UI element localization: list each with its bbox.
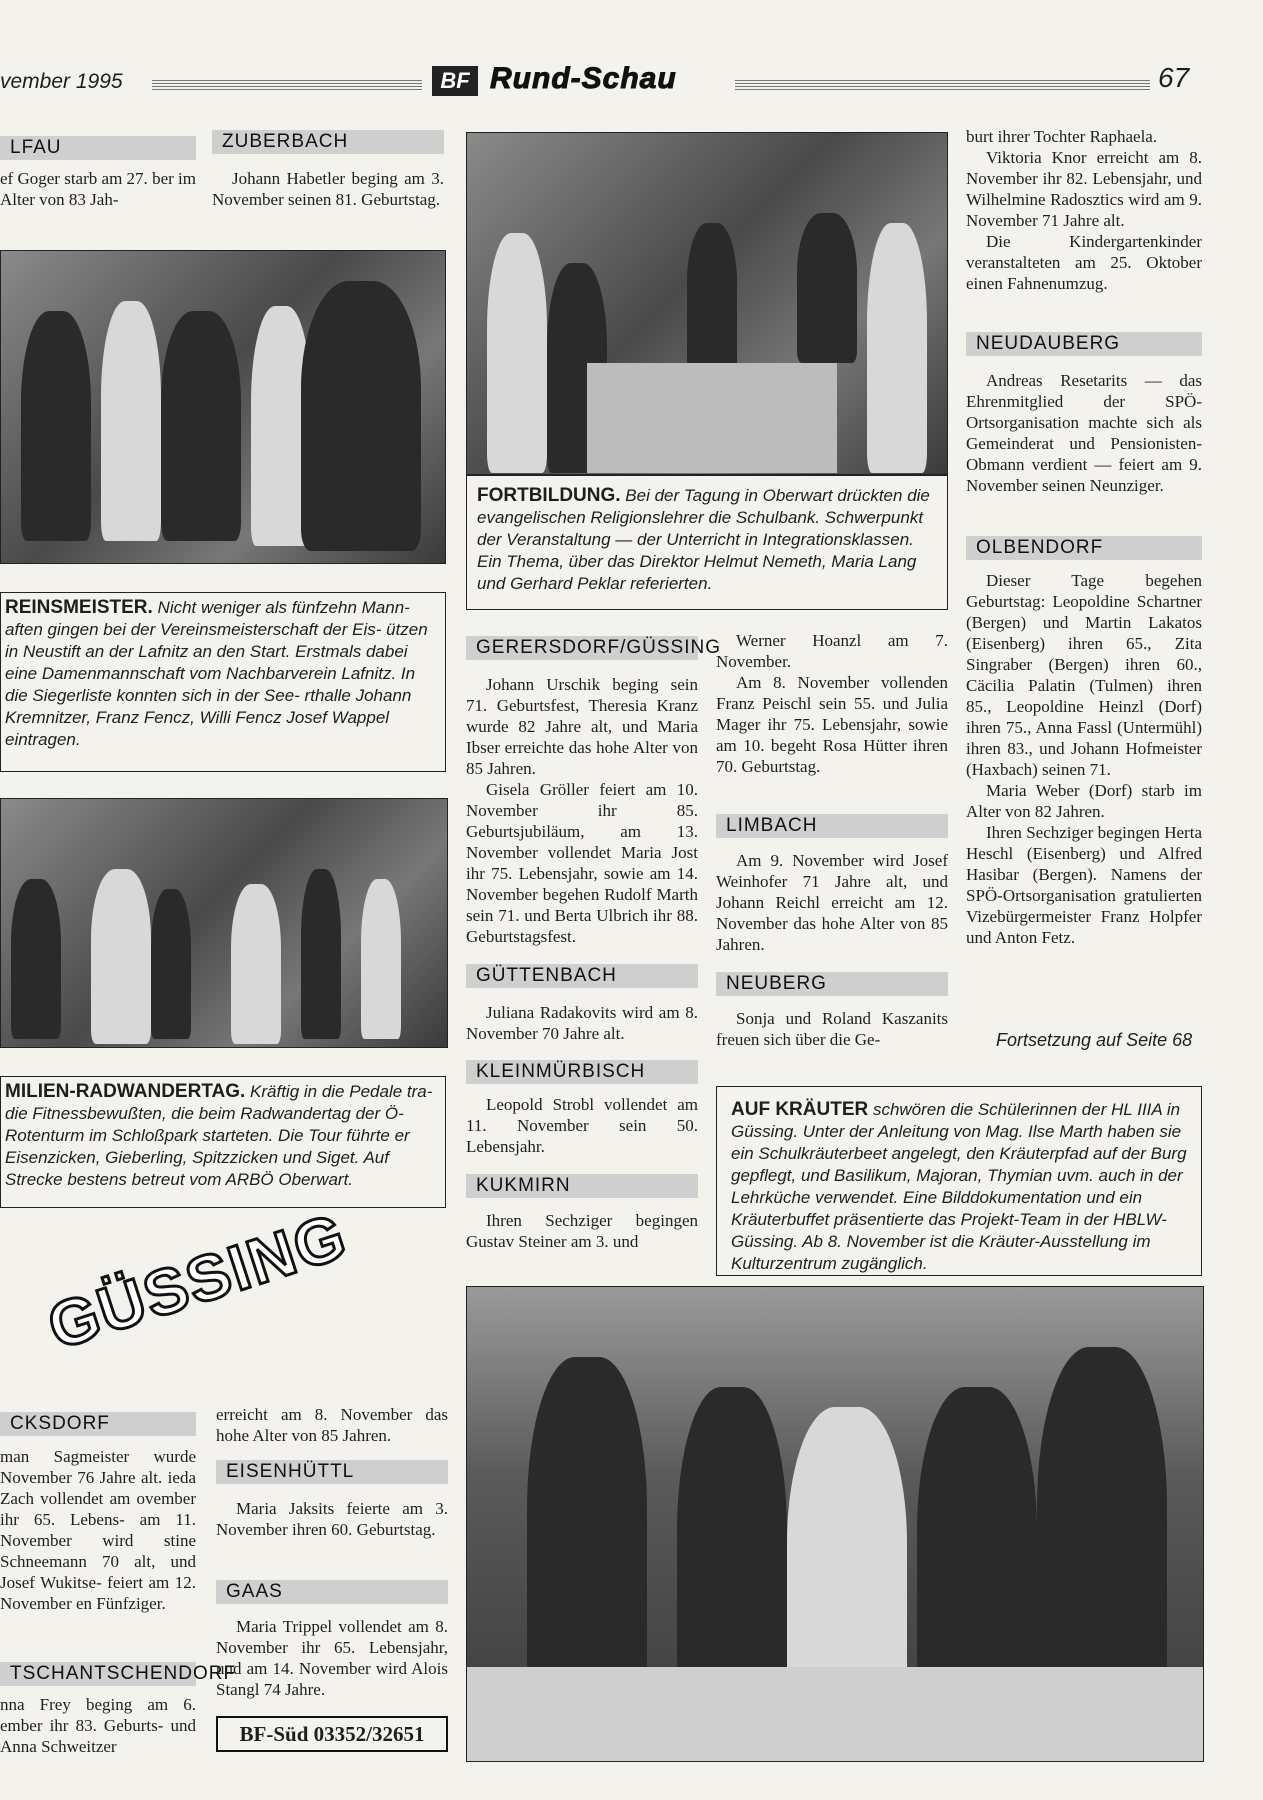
gussing-section-logo: GÜSSING xyxy=(39,1199,356,1364)
heading-limbach: LIMBACH xyxy=(716,814,948,838)
publication-logo: BF xyxy=(432,66,478,96)
continued-note: Fortsetzung auf Seite 68 xyxy=(996,1030,1193,1050)
photo-krauter-team xyxy=(466,1286,1204,1762)
phone-box: BF-Süd 03352/32651 xyxy=(216,1716,448,1752)
heading-eisenhuettl: EISENHÜTTL xyxy=(216,1460,448,1484)
article-gerersdorf: Johann Urschik beging sein 71. Geburtsfest, Theresia Kranz wurde 82 Jahre alt, und Maria Ibser erreichte das hohe Alter von 85 Jahren. Gisela Gröller feiert am 10. November ihr 85. Geburtsjubiläum, am 13. November vollendet Maria Jost ihr 75. Lebensjahr, sowie am 14. November begehen Rudolf Marth sein 71. und Berta Ulbrich ihr 88. Geburtstagsfest. xyxy=(466,675,698,946)
caption-box-radwandertag: MILIEN-RADWANDERTAG. Kräftig in die Pedale tra- die Fitnessbewußten, die beim Radwandertag der Ö-Rotenturm im Schloßpark starteten. Die Tour führte er Eisenzicken, Gieberling, Spitzzicken und Siget. Auf Strecke bestens betreut vom ARBÖ Oberwart. xyxy=(0,1076,446,1208)
heading-neudauberg: NEUDAUBERG xyxy=(966,332,1202,356)
heading-olbendorf: OLBENDORF xyxy=(966,536,1202,560)
heading-guttenbach: GÜTTENBACH xyxy=(466,964,698,988)
article-zuberbach: Johann Habetler beging am 3. November seinen 81. Geburtstag. xyxy=(212,169,444,209)
heading-kukmirn: KUKMIRN xyxy=(466,1174,698,1198)
heading-gerersdorf: GERERSDORF/GÜSSING xyxy=(466,636,698,660)
article-col3-cont: Werner Hoanzl am 7. November. Am 8. November vollenden Franz Peischl sein 55. und Julia Mager ihr 75. Lebensjahr, sowie am 10. begeht Rosa Hütter ihren 70. Geburtstag. xyxy=(716,631,948,776)
heading-kleinmurbisch: KLEINMÜRBISCH xyxy=(466,1060,698,1084)
caption-box-fortbildung: FORTBILDUNG. Bei der Tagung in Oberwart drückten die evangelischen Religionslehrer die Schulbank. Schwerpunkt der Veranstaltung — der Unterricht in Integrationsklassen. Ein Thema, über das Direktor Helmut Nemeth, Maria Lang und Gerhard Peklar referierten. xyxy=(466,474,948,610)
article-tschantschendorf: nna Frey beging am 6. ember ihr 83. Geburts- und Anna Schweitzer xyxy=(0,1695,196,1756)
article-cksdorf: man Sagmeister wurde November 76 Jahre alt. ieda Zach vollendet am ovember ihr 65. Lebens- am 11. November wird stine Schneemann 70 alt, und Josef Wukitse- feiert am 12. November en Fünfziger. xyxy=(0,1447,196,1613)
heading-cksdorf: CKSDORF xyxy=(0,1412,196,1436)
article-limbach: Am 9. November wird Josef Weinhofer 71 Jahre alt, und Johann Reichl erreicht am 12. November das hohe Alter von 85 Jahren. xyxy=(716,851,948,954)
article-neudauberg: Andreas Resetarits — das Ehrenmitglied der SPÖ-Ortsorganisation machte sich als Gemeinderat und Pensionisten-Obmann verdient — feiert am 9. November seinen Neunziger. xyxy=(966,371,1202,495)
photo-radwandertag xyxy=(0,798,448,1048)
heading-neuberg: NEUBERG xyxy=(716,972,948,996)
header-rule-left xyxy=(152,78,422,90)
article-continued-col2: erreicht am 8. November das hohe Alter von 85 Jahren. xyxy=(216,1405,448,1445)
article-lfau: ef Goger starb am 27. ber im Alter von 83 Jah- xyxy=(0,169,196,209)
article-col4-cont: burt ihrer Tochter Raphaela. Viktoria Knor erreicht am 8. November ihr 82. Lebensjahr, und Wilhelmine Radosztics wird am 9. November 71 Jahre alt. Die Kindergartenkinder veranstalteten am 25. Oktober einen Fahnenumzug. xyxy=(966,127,1202,293)
photo-fortbildung xyxy=(466,132,948,476)
heading-zuberbach: ZUBERBACH xyxy=(212,130,444,154)
article-guttenbach: Juliana Radakovits wird am 8. November 70 Jahre alt. xyxy=(466,1003,698,1043)
article-eisenhuettl: Maria Jaksits feierte am 3. November ihren 60. Geburtstag. xyxy=(216,1499,448,1539)
section-title: Rund-Schau xyxy=(490,62,677,95)
article-neuberg: Sonja und Roland Kaszanits freuen sich über die Ge- xyxy=(716,1009,948,1049)
caption-box-krauter: AUF KRÄUTER schwören die Schülerinnen der HL IIIA in Güssing. Unter der Anleitung von Mag. Ilse Marth haben sie ein Schulkräuterbeet angelegt, den Kräuterpfad auf der Burg gepflegt, und Basilikum, Majoran, Thymian uvm. auch in der Lehrküche verwendet. Eine Bilddokumentation und ein Kräuterbuffet präsentierte das Projekt-Team in der HBLW-Güssing. Ab 8. November ist die Kräuter-Ausstellung im Kulturzentrum zugänglich. xyxy=(716,1086,1202,1276)
issue-date: vember 1995 xyxy=(0,70,123,93)
article-kleinmurbisch: Leopold Strobl vollendet am 11. November sein 50. Lebensjahr. xyxy=(466,1095,698,1156)
heading-lfau: LFAU xyxy=(0,136,196,160)
page-number: 67 xyxy=(1158,62,1190,93)
heading-gaas: GAAS xyxy=(216,1580,448,1604)
heading-tschantschendorf: TSCHANTSCHENDORF xyxy=(0,1662,196,1686)
article-kukmirn: Ihren Sechziger begingen Gustav Steiner am 3. und xyxy=(466,1211,698,1251)
caption-box-curling: REINSMEISTER. Nicht weniger als fünfzehn Mann- aften gingen bei der Vereinsmeisterschaft der Eis- ützen in Neustift an der Lafnitz an den Start. Erstmals dabei eine Damenmannschaft vom Nachbarverein Lafnitz. In die Siegerliste konnten sich in der See- rthalle Johann Kremnitzer, Franz Fencz, Willi Fencz Josef Wappel eintragen. xyxy=(0,592,446,772)
photo-curling-team xyxy=(0,250,446,564)
article-gaas: Maria Trippel vollendet am 8. November ihr 65. Lebensjahr, und am 14. November wird Alois Stangl 74 Jahre. xyxy=(216,1617,448,1699)
header-rule-right xyxy=(735,78,1150,90)
article-olbendorf: Dieser Tage begehen Geburtstag: Leopoldine Schartner (Bergen) und Martin Lakatos (Eisenberg) ihren 65., Zita Singraber (Bergen) ihren 60., Cäcilia Palatin (Tulmen) ihren 85., Leopoldine Heinzl (Dorf) ihren 75., Anna Fassl (Untermühl) ihren 83., und Johann Hofmeister (Haxbach) seinen 71. Maria Weber (Dorf) starb im Alter von 82 Jahren. Ihren Sechziger begingen Herta Heschl (Eisenberg) und Alfred Hasibar (Bergen). Namens der SPÖ-Ortsorganisation gratulierten Vizebürgermeister Franz Holpfer und Anton Fetz. xyxy=(966,571,1202,947)
